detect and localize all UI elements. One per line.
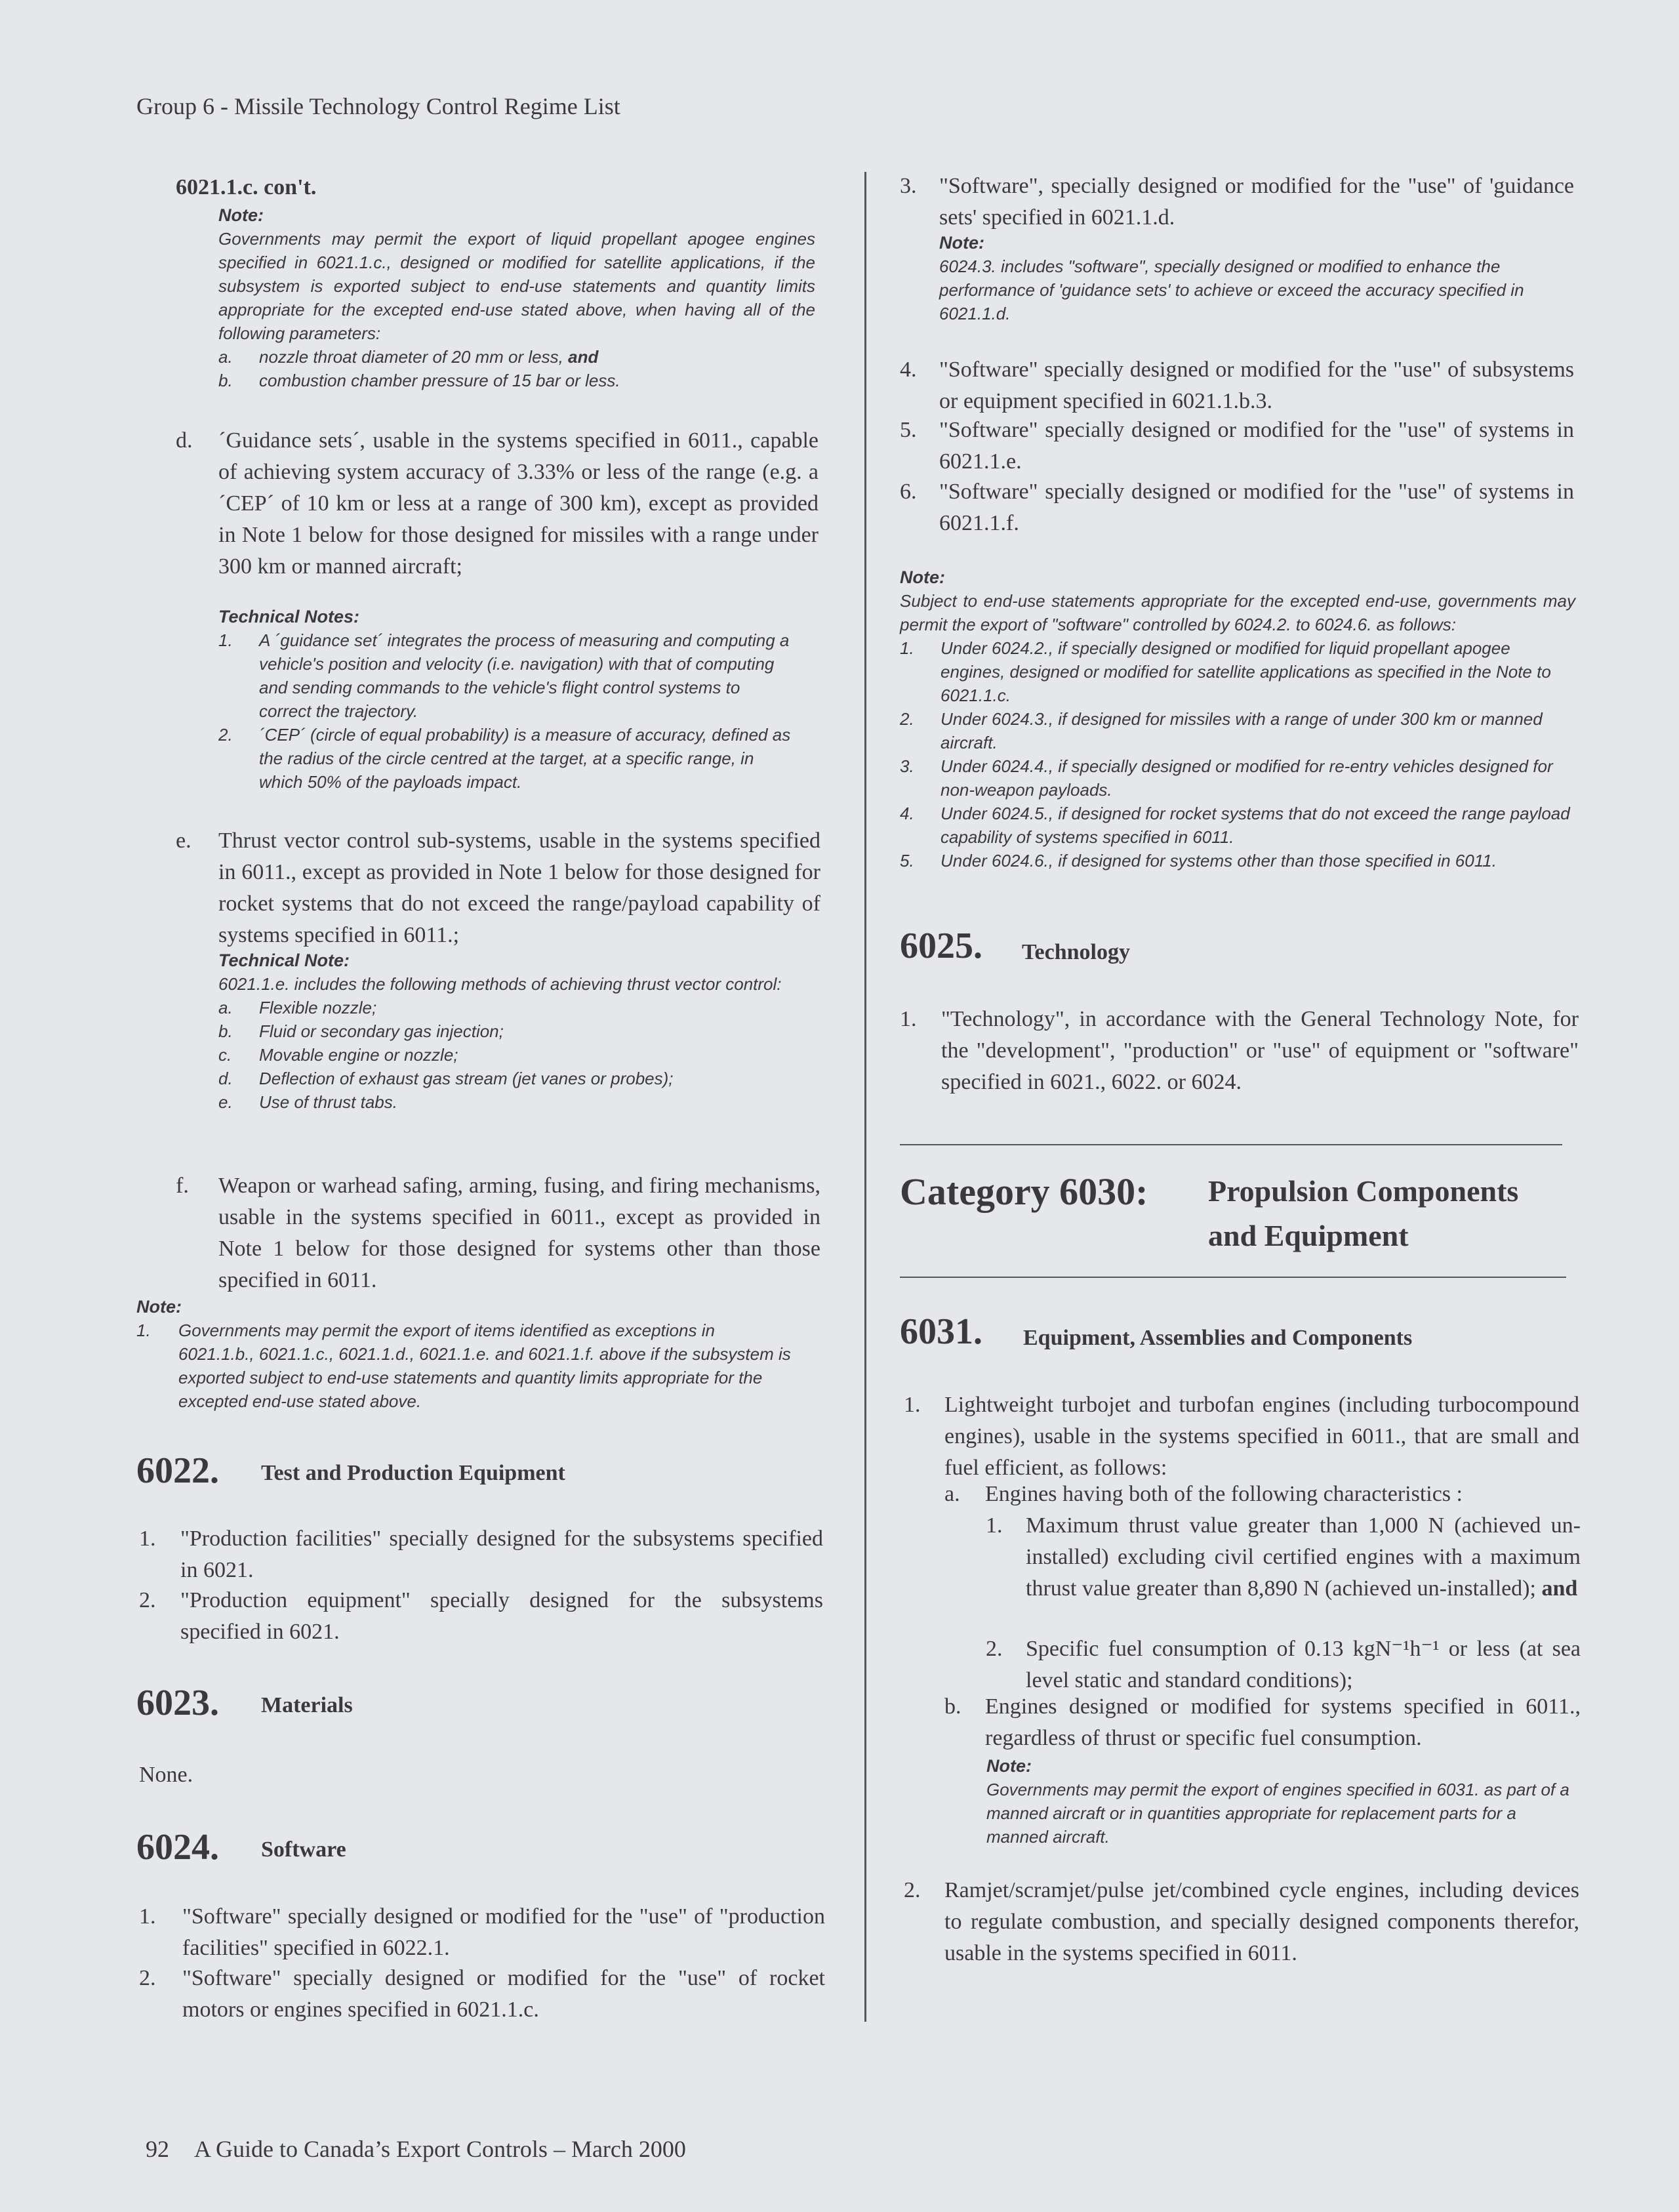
note-text: Governments may permit the export of liquid propellant apogee engines specified in 6021.1.c., designed or modified for satellite applications, if the subsystem is exported subject to end-use statements and quantity limits appropriate for the excepted end-use stated above, when having all of the following parameters: [218,229,815,343]
section-title-6031: Equipment, Assemblies and Components [1023,1326,1413,1350]
section-body-6023: None. [139,1763,193,1787]
note-text: Governments may permit the export of engines specified in 6031. as part of a manned aircraft or in quantities appropriate for replacement parts for a manned aircraft. [986,1780,1569,1847]
note-item [900,849,1575,872]
item-key: d. [218,1069,233,1088]
item-key: 3. [900,756,914,776]
item-key: a. [218,998,233,1017]
item-f-key: f. [176,1174,189,1198]
list-key: 2. [139,1966,156,1990]
category-number: Category 6030: [900,1170,1148,1213]
and-word: and [1541,1576,1578,1601]
continuation-heading: 6021.1.c. con't. [176,175,317,199]
list-item-text: Lightweight turbojet and turbofan engines (including turbocompound engines), usable in the systems specified in 6011., that are small and fuel efficient, as follows: [944,1393,1579,1480]
list-key: 1. [904,1393,921,1417]
note-item [900,707,1575,754]
list-key: 4. [900,358,917,382]
item-key: 1. [218,630,233,650]
section-number-6031: 6031. [900,1311,982,1352]
technical-notes-label: Technical Notes: [218,607,360,626]
a1-text: Maximum thrust value greater than 1,000 N (achieved un-installed) excluding civil certified engines with a maximum thrust value greater than 8,890 N (achieved un-installed); [1026,1513,1581,1601]
list-item-text: "Production facilities" specially designed for the subsystems specified in 6021. [180,1526,823,1582]
note-label: Note: [136,1297,182,1317]
sublist-key: b. [944,1694,961,1719]
item-text: ´CEP´ (circle of equal probability) is a measure of accuracy, defined as the radius of the circle centred at the target, at a specific range, in which 50% of the payloads impact. [259,725,791,792]
note-text: Subject to end-use statements appropriate for the excepted end-use, governments may permit the export of "software" controlled by 6024.2. to 6024.6. as follows: [900,591,1575,634]
horizontal-rule [900,1277,1566,1278]
list-item-text: "Software" specially designed or modified for the "use" of "production facilities" specified in 6022.1. [182,1904,825,1960]
subsublist-key: 1. [986,1513,1003,1538]
note-software-exceptions [900,565,1575,872]
note-engines [986,1754,1581,1849]
note-item-a [218,345,815,369]
note-label: Note: [900,567,945,587]
list-item-text: "Software" specially designed or modified for the "use" of subsystems or equipment specified in 6021.1.b.3. [939,358,1574,413]
technical-note-label: Technical Note: [218,951,350,970]
item-key: b. [218,1021,233,1041]
item-text: Fluid or secondary gas injection; [259,1021,504,1041]
list-item-text: "Production equipment" specially designed for the subsystems specified in 6021. [180,1588,823,1644]
method-item [218,1043,820,1067]
and-word: and [568,347,599,367]
item-key: 2. [900,709,914,729]
list-key: 5. [900,418,917,442]
page-header: Group 6 - Missile Technology Control Regime List [136,93,620,119]
method-item [218,996,820,1019]
method-item [218,1090,820,1114]
sublist-text: Engines having both of the following characteristics : [985,1482,1463,1506]
technical-notes-d [218,605,796,794]
note-item [900,636,1575,707]
item-text: Governments may permit the export of items identified as exceptions in 6021.1.b., 6021.1.c., 6021.1.d., 6021.1.e. and 6021.1.f. above if the subsystem is exported subject to end-use statements and quantity limits appropriate for the excepted end-use stated above. [178,1321,791,1411]
item-d-text: ´Guidance sets´, usable in the systems specified in 6011., capable of achieving system accuracy of 3.33% or less of the range (e.g. a ´CEP´ of 10 km or less at a range of 300 km), except as provided in Note 1 below for those designed for missiles with a range under 300 km or manned aircraft; [218,428,819,579]
item-key: 2. [218,725,233,745]
note-label: Note: [218,205,264,225]
list-item-text: "Software", specially designed or modified for the "use" of 'guidance sets' specified in 6021.1.d. [939,174,1574,230]
item-text: Flexible nozzle; [259,998,377,1017]
technical-note-e [218,949,820,1114]
footer-title: A Guide to Canada’s Export Controls – March 2000 [194,2136,686,2162]
note-exceptions [136,1295,792,1413]
item-text: Under 6024.6., if designed for systems other than those specified in 6011. [941,851,1497,870]
subsublist-text: Specific fuel consumption of 0.13 kgN⁻¹h⁻¹ or less (at sea level static and standard conditions); [1026,1637,1581,1692]
note-text: 6024.3. includes "software", specially designed or modified to enhance the performance of 'guidance sets' to achieve or exceed the accuracy specified in 6021.1.d. [939,256,1524,323]
item-text [259,345,598,369]
sublist-key: a. [944,1482,960,1506]
method-item [218,1019,820,1043]
note-guidance-software [939,231,1574,325]
list-key: 1. [139,1526,156,1551]
list-item-text: Ramjet/scramjet/pulse jet/combined cycle engines, including devices to regulate combustion, and specially designed components therefor, usable in the systems specified in 6011. [944,1878,1579,1965]
item-text: Movable engine or nozzle; [259,1045,458,1065]
list-item-text: "Technology", in accordance with the General Technology Note, for the "development", "production" or "use" of equipment or "software" specified in 6021., 6022. or 6024. [941,1007,1579,1094]
item-key: e. [218,1092,233,1112]
category-title-line-2: and Equipment [1208,1219,1409,1252]
item-key: 4. [900,804,914,823]
subsublist-key: 2. [986,1637,1003,1661]
sublist-text: Engines designed or modified for systems specified in 6011., regardless of thrust or specific fuel consumption. [985,1694,1581,1750]
section-number-6022: 6022. [136,1450,219,1491]
item-key: 1. [900,638,914,658]
list-item-text: "Software" specially designed or modified for the "use" of systems in 6021.1.e. [939,418,1574,474]
note-item [136,1319,792,1413]
item-text: Under 6024.2., if specially designed or modified for liquid propellant apogee engines, designed or modified for satellite applications as specified in the Note to 6021.1.c. [941,638,1551,705]
page-number: 92 [146,2136,169,2162]
section-title-6024: Software [261,1837,346,1862]
item-text: Deflection of exhaust gas stream (jet vanes or probes); [259,1069,674,1088]
item-text: combustion chamber pressure of 15 bar or less. [259,371,620,390]
section-number-6024: 6024. [136,1827,219,1868]
item-key: 5. [900,851,914,870]
column-divider [864,172,866,2022]
item-key: b. [218,371,233,390]
note-apogee [218,203,815,392]
list-key: 2. [139,1588,156,1612]
section-title-6025: Technology [1022,940,1131,964]
horizontal-rule [900,1144,1562,1145]
list-item-text: "Software" specially designed or modified for the "use" of systems in 6021.1.f. [939,480,1574,535]
category-title-line-1: Propulsion Components [1208,1174,1519,1208]
subsublist-text [1026,1510,1581,1605]
note-label: Note: [986,1756,1032,1776]
item-a-text: nozzle throat diameter of 20 mm or less, [259,347,563,367]
technical-note-text: 6021.1.e. includes the following methods of achieving thrust vector control: [218,974,782,994]
item-key: a. [218,347,233,367]
list-key: 6. [900,480,917,504]
section-title-6022: Test and Production Equipment [261,1461,565,1485]
technical-note-2 [218,723,796,794]
note-label: Note: [939,233,984,253]
note-item [900,802,1575,849]
item-e-text: Thrust vector control sub-systems, usable in the systems specified in 6011., except as provided in Note 1 below for those designed for rocket systems that do not exceed the range/payload capability of systems specified in 6011.; [218,829,820,947]
list-key: 3. [900,174,917,198]
item-key: 1. [136,1321,151,1340]
list-key: 1. [900,1007,917,1031]
note-item-b [218,369,815,392]
list-key: 2. [904,1878,921,1902]
section-number-6023: 6023. [136,1683,219,1723]
item-key: c. [218,1045,232,1065]
section-title-6023: Materials [261,1693,353,1717]
item-text: Under 6024.4., if specially designed or modified for re-entry vehicles designed for non-weapon payloads. [941,756,1553,800]
item-text: Under 6024.3., if designed for missiles with a range of under 300 km or manned aircraft. [941,709,1543,752]
list-key: 1. [139,1904,156,1929]
item-text: Under 6024.5., if designed for rocket systems that do not exceed the range payload capability of systems specified in 6011. [941,804,1570,847]
item-text: Use of thrust tabs. [259,1092,397,1112]
method-item [218,1067,820,1090]
note-item [900,754,1575,802]
item-d-key: d. [176,428,193,453]
item-e-key: e. [176,829,192,853]
item-f-text: Weapon or warhead safing, arming, fusing, and firing mechanisms, usable in the systems specified in 6011., except as provided in Note 1 below for those designed for systems other than those specified in 6011. [218,1174,820,1292]
section-number-6025: 6025. [900,926,982,966]
list-item-text: "Software" specially designed or modified for the "use" of rocket motors or engines specified in 6021.1.c. [182,1966,825,2022]
technical-note-1 [218,628,796,723]
item-text: A ´guidance set´ integrates the process of measuring and computing a vehicle's position and velocity (i.e. navigation) with that of computing and sending commands to the vehicle's flight control systems to correct the trajectory. [259,630,790,721]
